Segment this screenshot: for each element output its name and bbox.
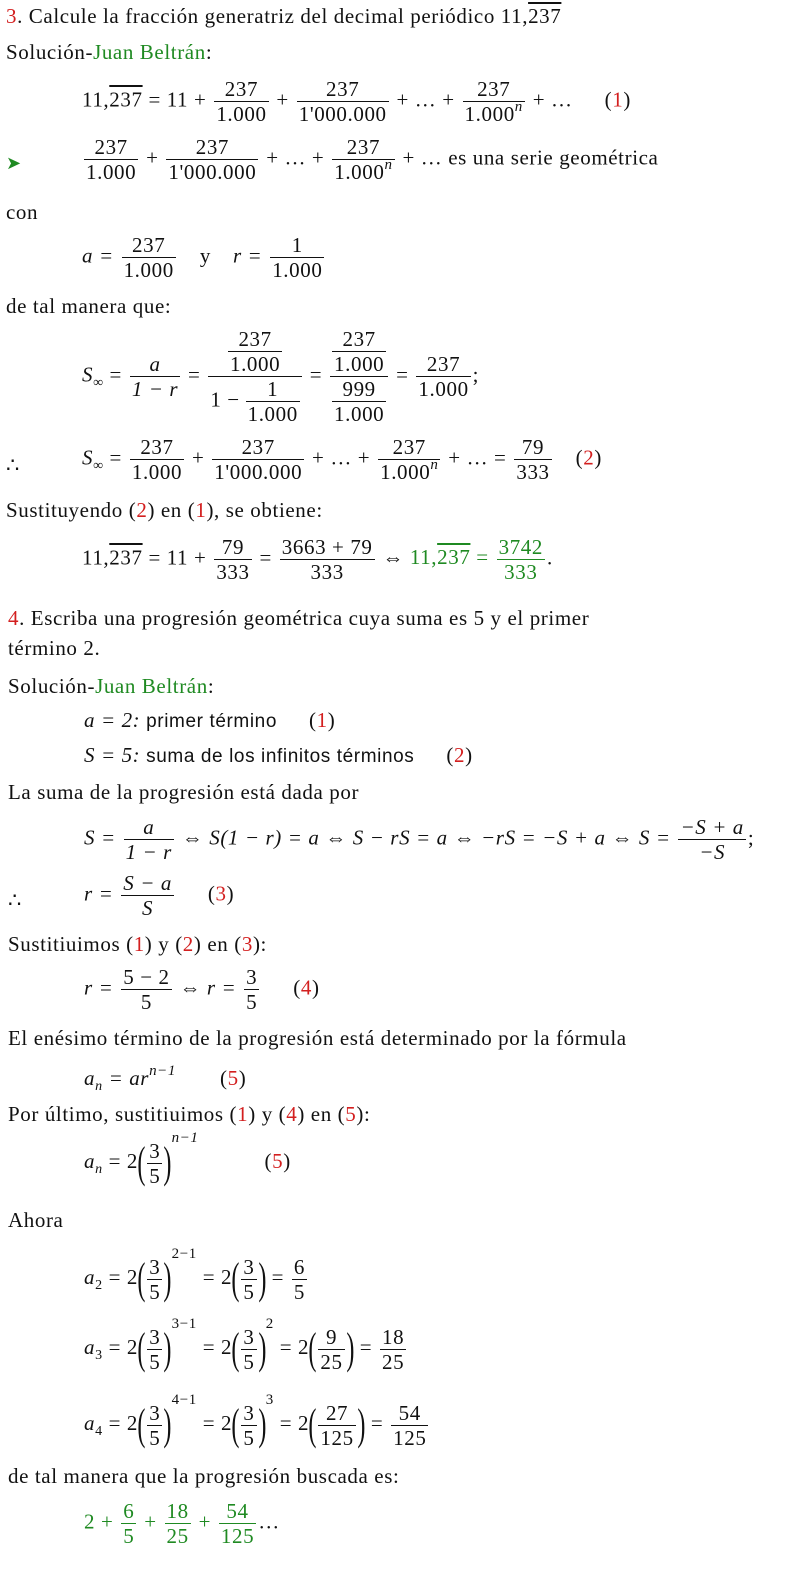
fraction: $\frac{a}{1 - r}$: [125, 815, 172, 865]
fraction: $\frac{237}{1.000}$: [216, 77, 267, 127]
fraction: $\frac{3742}{333}$: [498, 535, 543, 585]
fraction: $\frac{79}{333}$: [216, 535, 250, 585]
fraction: $\frac{-S + a}{-S}$: [680, 815, 744, 865]
text-la-suma: La suma de la progresión está dada por: [8, 780, 360, 804]
sum-infinity-result: $S_\infty$ = $\frac{237}{1.000}$ + $\frac{237}{1'000.000}$ + … + $\frac{237}{1.000^n}$ + … = $\frac{79}{333}$ (2): [82, 435, 602, 485]
sum-derivation: S = $\frac{a}{1 - r}$ ⇔ S(1 − r) = a ⇔ S − rS = a ⇔ −rS = −S + a ⇔ S = $\frac{-S + a}{-S}$ ;: [84, 815, 755, 865]
solution-label: Solución-Juan Beltrán:: [6, 40, 213, 64]
fraction: $\frac{5 - 2}{5}$: [123, 965, 170, 1015]
equation-ref: 1: [612, 87, 624, 112]
fraction: $\frac{237}{1.000}$: [86, 135, 137, 185]
fraction: $\frac{79}{333}$: [516, 435, 550, 485]
fraction: $\frac{237}{1'000.000}$: [168, 135, 257, 185]
text-de-tal-manera: de tal manera que:: [6, 294, 172, 318]
fraction: $\frac{237}{1.000}$: [131, 435, 183, 485]
term-a4: $a_4 = 2$( $\frac{3}{5}$ )$^{4-1}$ = 2( $\frac{3}{5}$ )$^3$ = 2( $\frac{27}{125}$ ) = $\frac{54}{125}$: [84, 1392, 427, 1450]
sum-infinity-equation: $S_\infty$ = $\frac{a}{1 - r}$ = $\frac{237}{1.000}$ 1 − $\frac{1}{1.000}$ = $\frac{\frac{237}{1.000}}{\frac{999}{1.000}}$ = $\frac{237}{1.000}$ ;: [82, 327, 480, 427]
fraction: $\frac{237}{1.000^n}$: [334, 135, 393, 185]
fraction: $\frac{237}{1.000}$: [123, 233, 174, 283]
problem-number: 4: [8, 606, 20, 630]
therefore-symbol: ∴: [6, 453, 20, 477]
bullet-arrow-icon: ➤: [6, 153, 22, 174]
fraction: $\frac{3663 + 79}{333}$: [281, 535, 373, 585]
equation-1: 11,237 = 11 + $\frac{237}{1.000}$ + $\frac{237}{1'000.000}$ + … + $\frac{237}{1.000^n}$ + … (1): [82, 77, 631, 127]
compound-fraction: $\frac{237}{1.000}$ 1 − $\frac{1}{1.000}$: [208, 328, 302, 425]
final-result: 11,237 = $\frac{3742}{333}$: [409, 535, 543, 585]
problem-4-title: 4. Escriba una progresión geométrica cuya suma es 5 y el primer: [8, 606, 590, 630]
fraction: $\frac{237}{1.000}$: [418, 352, 469, 402]
a-definition: a = 2: primer término (1): [84, 708, 336, 732]
fraction: $\frac{237}{1.000^n}$: [464, 77, 523, 127]
text-sustitiuimos: Sustitiuimos (1) y (2) en (3):: [8, 932, 267, 956]
text-sustituyendo: Sustituyendo (2) en (1), se obtiene:: [6, 498, 323, 522]
author-name: Juan Beltrán: [95, 674, 208, 698]
term-a2: $a_2 = 2$( $\frac{3}{5}$ )$^{2-1}$ = 2( $\frac{3}{5}$ ) = $\frac{6}{5}$: [84, 1246, 306, 1304]
fraction: $\frac{S - a}{S}$: [123, 871, 172, 921]
an-substituted: $a_n = 2$( $\frac{3}{5}$ )$^{n-1}$(5): [84, 1130, 291, 1188]
r-formula: r = $\frac{S - a}{S}$ (3): [84, 871, 235, 921]
text-por-ultimo: Por último, sustitiuimos (1) y (4) en (5):: [8, 1102, 371, 1126]
text-enesimo: El enésimo término de la progresión está determinado por la fórmula: [8, 1026, 627, 1050]
therefore-symbol: ∴: [8, 888, 22, 912]
fraction: $\frac{237}{1'000.000}$: [214, 435, 303, 485]
problem-number: 3: [6, 4, 18, 28]
fraction: $\frac{1}{1.000}$: [272, 233, 323, 283]
fraction: $\frac{3}{5}$: [246, 965, 258, 1015]
text-de-tal-manera-progresion: de tal manera que la progresión buscada es:: [8, 1464, 400, 1488]
fraction: $\frac{237}{1'000.000}$: [298, 77, 387, 127]
r-value: r = $\frac{5 - 2}{5}$ ⇔ r = $\frac{3}{5}$ (4): [84, 965, 320, 1015]
resulting-progression: 2 + $\frac{6}{5}$ + $\frac{18}{25}$ + $\frac{54}{125}$ …: [84, 1499, 280, 1549]
term-a3: $a_3 = 2$( $\frac{3}{5}$ )$^{3-1}$ = 2( $\frac{3}{5}$ )$^2$ = 2( $\frac{9}{25}$ ) = $\frac{18}{25}$: [84, 1316, 405, 1374]
s-definition: S = 5: suma de los infinitos términos (2): [84, 743, 473, 767]
a-r-definition: a = $\frac{237}{1.000}$ y r = $\frac{1}{1.000}$: [82, 233, 323, 283]
solution-label: Solución-Juan Beltrán:: [8, 674, 215, 698]
fraction: $\frac{a}{1 - r}$: [131, 352, 179, 402]
fraction: $\frac{3}{5}$: [149, 1138, 161, 1188]
compound-fraction: $\frac{\frac{237}{1.000}}{\frac{999}{1.000}}$: [330, 328, 388, 425]
an-formula: $a_n = ar^{n-1}$ (5): [84, 1063, 247, 1094]
author-name: Juan Beltrán: [93, 40, 206, 64]
problem-3-title: 3. Calcule la fracción generatriz del decimal periódico 11,237: [6, 4, 562, 28]
fraction: $\frac{237}{1.000^n}$: [380, 435, 439, 485]
geometric-series-line: $\frac{237}{1.000}$ + $\frac{237}{1'000.000}$ + … + $\frac{237}{1.000^n}$ + … es una serie geométrica: [86, 135, 659, 185]
problem-4-title-line2: término 2.: [8, 636, 101, 660]
text-ahora: Ahora: [8, 1208, 64, 1232]
final-result-equation: 11,237 = 11 + $\frac{79}{333}$ = $\frac{3663 + 79}{333}$ ⇔ 11,237 = $\frac{3742}{333}$ .: [82, 535, 553, 585]
text-con: con: [6, 200, 39, 224]
